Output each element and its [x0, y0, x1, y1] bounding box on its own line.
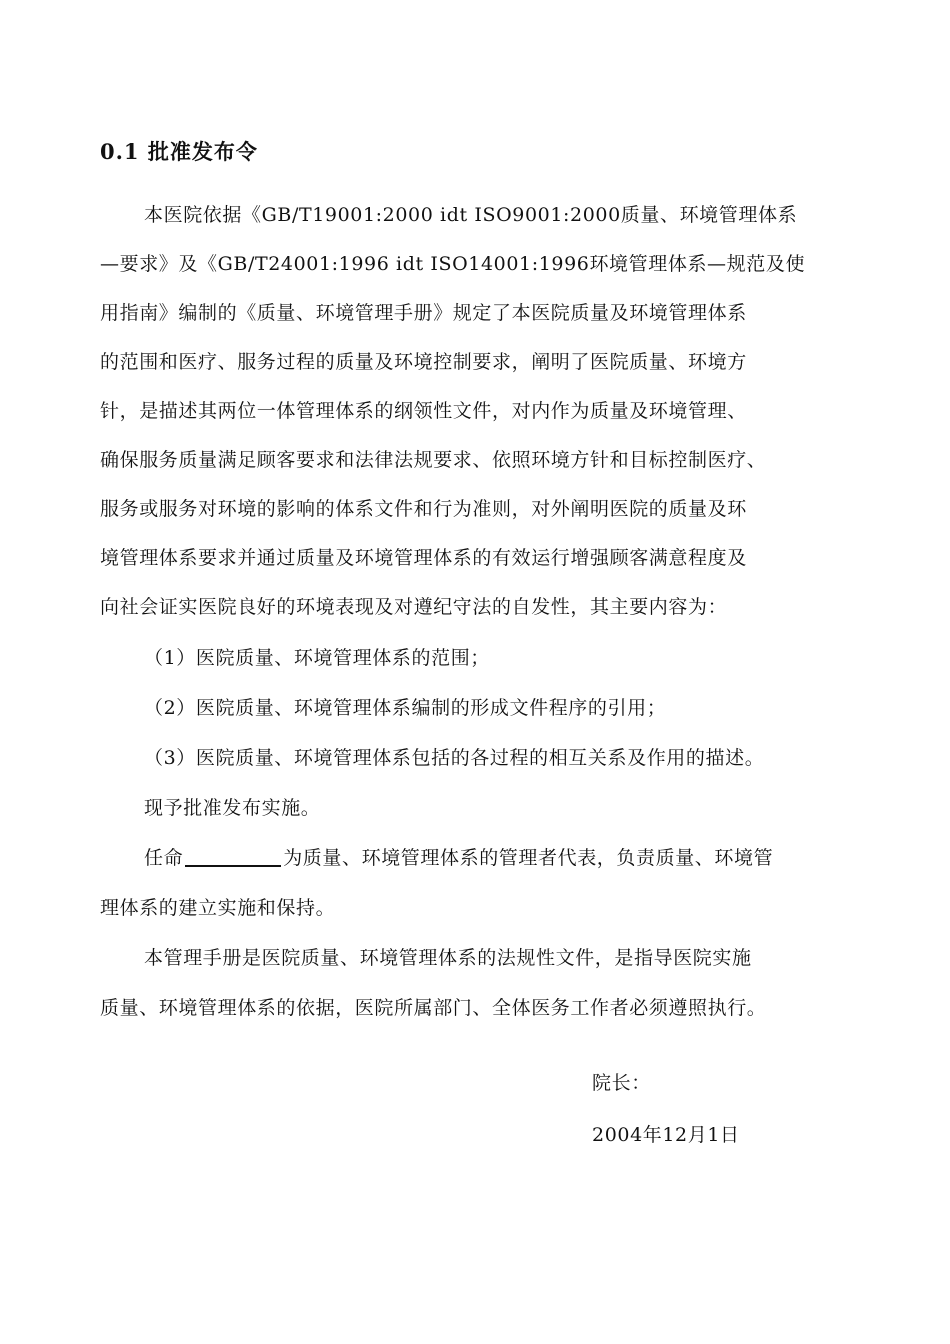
list-item-1: （1）医院质量、环境管理体系的范围；: [144, 647, 490, 669]
appointee-blank: [185, 845, 281, 867]
body-line-6: 确保服务质量满足顾客要求和法律法规要求、依照环境方针和目标控制医疗、: [100, 449, 767, 471]
appointment-prefix: 任命: [144, 847, 184, 869]
list-item-2: （2）医院质量、环境管理体系编制的形成文件程序的引用；: [144, 697, 667, 719]
section-title: 0.1 批准发布令: [100, 139, 258, 164]
appointment-suffix: 为质量、环境管理体系的管理者代表，负责质量、环境管: [283, 847, 774, 869]
closing-line-1: 本管理手册是医院质量、环境管理体系的法规性文件，是指导医院实施: [144, 947, 752, 969]
body-line-3: 用指南》编制的《质量、环境管理手册》规定了本医院质量及环境管理体系: [100, 302, 747, 324]
body-line-7: 服务或服务对环境的影响的体系文件和行为准则，对外阐明医院的质量及环: [100, 498, 747, 520]
body-line-1: 本医院依据《GB/T19001:2000 idt ISO9001:2000质量、环境管理体系: [144, 204, 798, 226]
signer-label: 院长：: [592, 1072, 651, 1094]
body-line-4: 的范围和医疗、服务过程的质量及环境控制要求，阐明了医院质量、环境方: [100, 351, 747, 373]
closing-line-2: 质量、环境管理体系的依据，医院所属部门、全体医务工作者必须遵照执行。: [100, 997, 767, 1019]
body-line-5: 针，是描述其两位一体管理体系的纲领性文件，对内作为质量及环境管理、: [100, 400, 747, 422]
body-line-2: —要求》及《GB/T24001:1996 idt ISO14001:1996环境管理体系—规范及使: [100, 253, 806, 275]
appointment-line: [144, 845, 773, 871]
approval-statement: 现予批准发布实施。: [144, 797, 321, 819]
signature-date: 2004年12月1日: [592, 1124, 740, 1146]
body-line-9: 向社会证实医院良好的环境表现及对遵纪守法的自发性，其主要内容为：: [100, 596, 728, 618]
list-item-3: （3）医院质量、环境管理体系包括的各过程的相互关系及作用的描述。: [144, 747, 765, 769]
appointment-line-2: 理体系的建立实施和保持。: [100, 897, 336, 919]
body-line-8: 境管理体系要求并通过质量及环境管理体系的有效运行增强顾客满意程度及: [100, 547, 747, 569]
